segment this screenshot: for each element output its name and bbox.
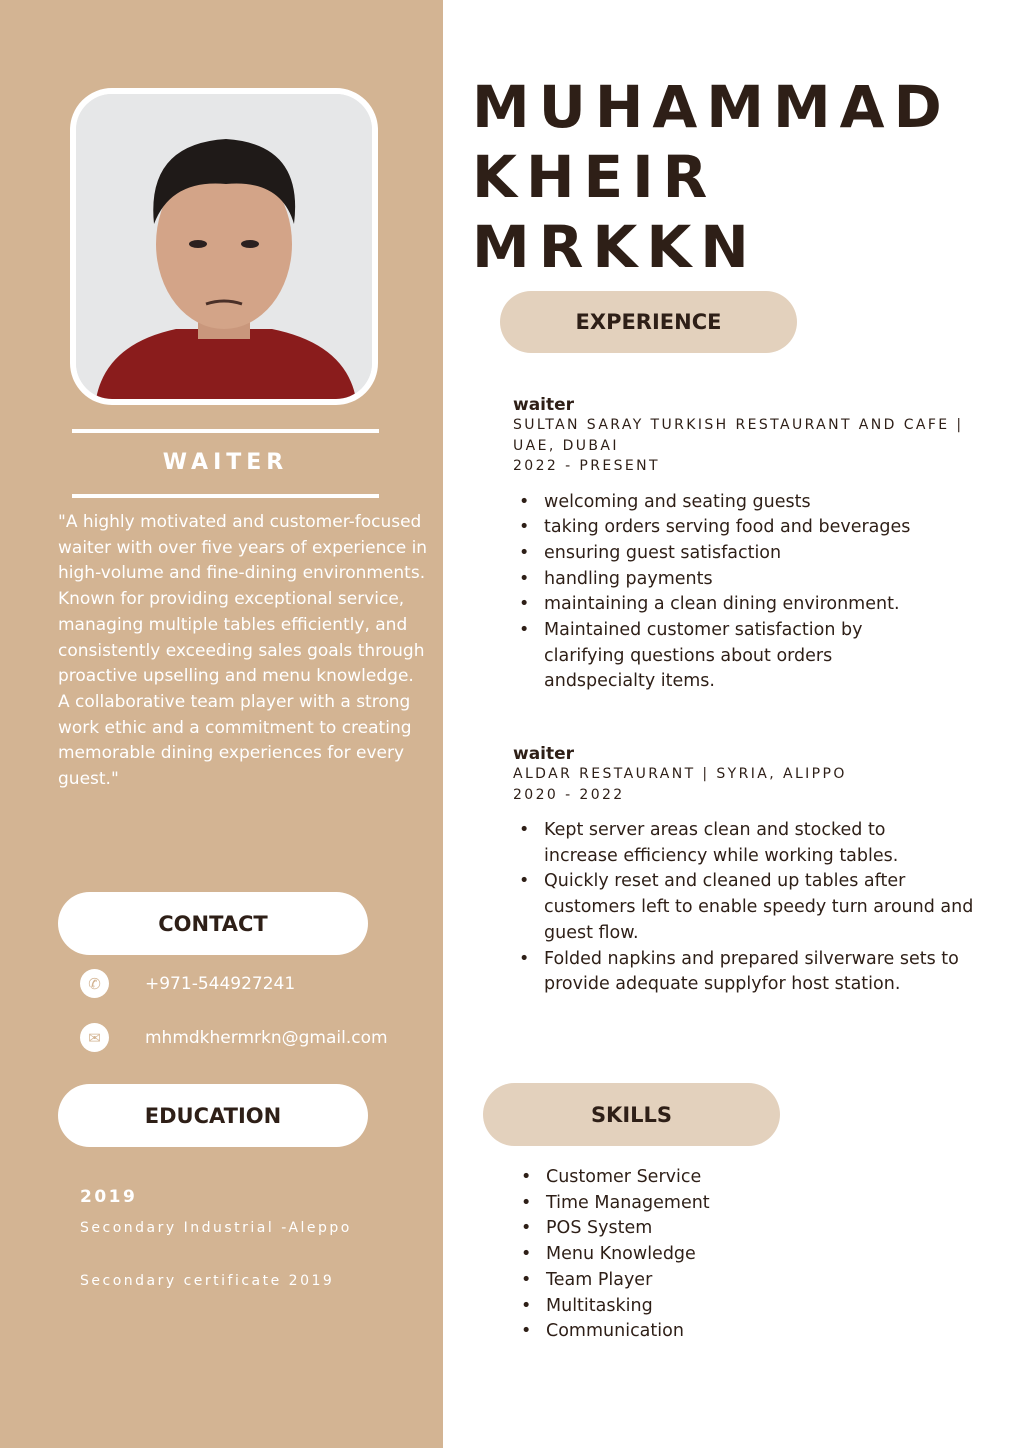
contact-email <box>80 1023 388 1052</box>
experience-heading: EXPERIENCE <box>500 291 797 353</box>
name-line: MUHAMMAD <box>472 73 951 141</box>
skills-list <box>515 1165 710 1345</box>
email-text: mhmdkhermrkn@gmail.com <box>145 1027 388 1048</box>
list-item: • Maintained customer satisfaction by clarifying questions about orders andspecialty items. <box>513 618 913 695</box>
contact-phone <box>80 969 295 998</box>
list-item: • Communication <box>515 1319 710 1345</box>
list-item: • POS System <box>515 1216 710 1242</box>
list-item: • Folded napkins and prepared silverware sets to provide adequate supplyfor host station. <box>513 947 983 998</box>
job-dates: 2022 - PRESENT <box>513 458 660 474</box>
list-item: • Time Management <box>515 1191 710 1217</box>
summary: "A highly motivated and customer-focused waiter with over five years of experience in high-volume and fine-dining environments. Known for providing exceptional service, managing multiple tables efficiently, and consistently exceeding sales goals through proactive upselling and menu knowledge. A collaborative team player with a strong work ethic and a commitment to creating memorable dining experiences for every guest." <box>58 512 428 790</box>
job-company: SULTAN SARAY TURKISH RESTAURANT AND CAFE | UAE, DUBAI <box>513 417 964 454</box>
education-certificate: Secondary certificate 2019 <box>80 1273 335 1289</box>
list-item: • taking orders serving food and beverages <box>513 515 983 541</box>
list-item: • Quickly reset and cleaned up tables after customers left to enable speedy turn around and guest flow. <box>513 869 983 946</box>
list-item: • Kept server areas clean and stocked to increase efficiency while working tables. <box>513 818 953 869</box>
job-title: waiter <box>513 395 575 415</box>
job-dates: 2020 - 2022 <box>513 786 625 803</box>
phone-icon: ✆ <box>80 969 109 998</box>
job-duties <box>513 490 983 696</box>
name-line: KHEIR MRKKN <box>472 143 758 281</box>
list-item: • handling payments <box>513 567 983 593</box>
list-item: • Customer Service <box>515 1165 710 1191</box>
list-item: • Team Player <box>515 1268 710 1294</box>
skills-heading: SKILLS <box>483 1083 780 1146</box>
education-school: Secondary Industrial -Aleppo <box>80 1220 352 1236</box>
list-item: • Menu Knowledge <box>515 1242 710 1268</box>
contact-heading: CONTACT <box>58 892 368 955</box>
job-role: WAITER <box>162 450 289 475</box>
list-item: • ensuring guest satisfaction <box>513 541 983 567</box>
divider <box>72 429 379 433</box>
list-item: • Multitasking <box>515 1294 710 1320</box>
education-heading: EDUCATION <box>58 1084 368 1147</box>
profile-photo <box>70 88 378 405</box>
list-item: • welcoming and seating guests <box>513 490 983 516</box>
job-title: waiter <box>513 744 575 764</box>
phone-text: +971-544927241 <box>145 973 296 994</box>
divider <box>72 494 379 498</box>
mail-icon: ✉ <box>80 1023 109 1052</box>
job-duties <box>513 818 983 998</box>
candidate-name <box>472 72 1024 282</box>
education-year: 2019 <box>80 1187 138 1207</box>
list-item: • maintaining a clean dining environment. <box>513 592 983 618</box>
job-entry <box>513 395 983 695</box>
job-company: ALDAR RESTAURANT | SYRIA, ALIPPO <box>513 766 847 782</box>
job-entry <box>513 744 983 998</box>
